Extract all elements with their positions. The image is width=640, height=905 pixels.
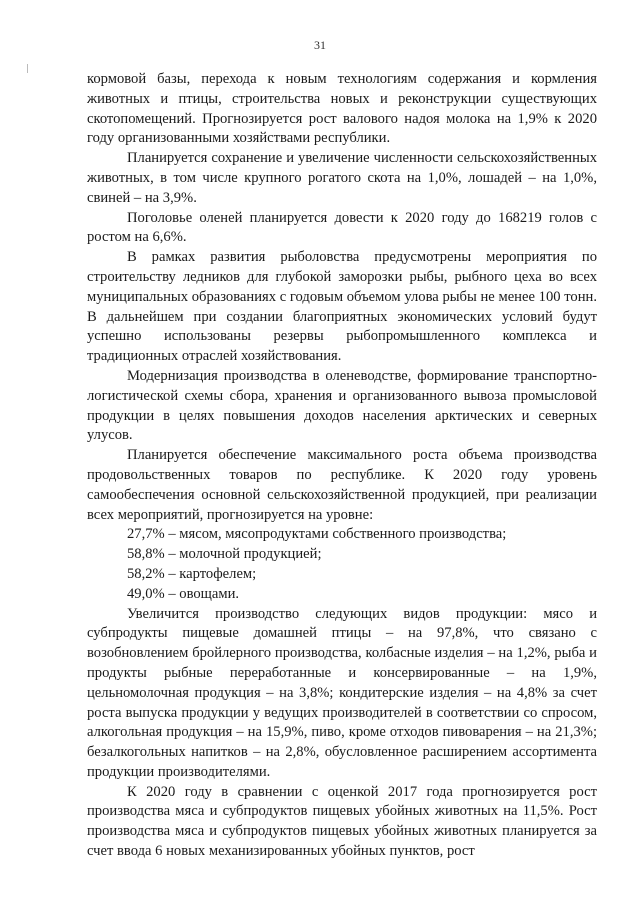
list-item-dairy: 58,8% – молочной продукцией;	[127, 546, 322, 563]
list-item-meat: 27,7% – мясом, мясопродуктами собственного производства;	[127, 526, 507, 543]
paragraph-fishery: В рамках развития рыболовства предусмотрены мероприятия по строительству ледников для глубокой заморозки рыбы, рыбного цеха во всех муниципальных образованиях с годовым объемом улова рыбы не менее 100 тонн. В дальнейшем при создании благоприятных экономических условий будут успешно использованы резервы рыбопромышленного комплекса и традиционных отраслей хозяйствования.	[87, 249, 597, 365]
paragraph-meat-production: К 2020 году в сравнении с оценкой 2017 года прогнозируется рост производства мяса и субпродуктов пищевых убойных животных на 11,5%. Рост производства мяса и субпродуктов пищевых убойных животных планируется за счет ввода 6 новых механизированных убойных пунктов, рост	[87, 783, 597, 860]
list-item-vegetables: 49,0% – овощами.	[127, 585, 240, 602]
list-item-potatoes: 58,2% – картофелем;	[127, 565, 257, 582]
paragraph-continuation: кормовой базы, перехода к новым технологиям содержания и кормления животных и птицы, строительства новых и реконструкции существующих скотопомещений. Прогнозируется рост валового надоя молока на 1,9% к 2020 году организованными хозяйствами республики.	[87, 71, 597, 147]
page-number: 31	[314, 38, 326, 52]
margin-mark	[27, 64, 28, 73]
paragraph-livestock: Планируется сохранение и увеличение численности сельскохозяйственных животных, в том числе крупного рогатого скота на 1,0%, лошадей – на 1,0%, свиней – на 3,9%.	[87, 150, 597, 206]
paragraph-modernization: Модернизация производства в оленеводстве, формирование транспортно-логистической схемы сбора, хранения и организованного вывоза промысловой продукции в целях повышения доходов населения арктических и северных улусов.	[87, 367, 597, 444]
paragraph-production-growth: Увеличится производство следующих видов продукции: мясо и субпродукты пищевые домашней птицы – на 97,8%, что связано с возобновлением бройлерного производства, колбасные изделия – на 1,2%, рыба и продукты рыбные переработанные и консервированные – на 1,9%, цельномолочная продукция – на 3,8%; кондитерские изделия – на 4,8% за счет роста выпуска продукции у ведущих производителей в соответствии со спросом, алкогольная продукция – на 15,9%, пиво, кроме отходов пивоварения – на 21,3%; безалкогольных напитков – на 2,8%, обусловленное расширением ассортимента продукции производителями.	[87, 605, 597, 780]
paragraph-self-sufficiency: Планируется обеспечение максимального роста объема производства продовольственных товаров по республике. К 2020 году уровень самообеспечения основной сельскохозяйственной продукцией, при реализации всех мероприятий, прогнозируется на уровне:	[87, 447, 597, 523]
document-body	[87, 70, 597, 862]
paragraph-reindeer: Поголовье оленей планируется довести к 2020 году до 168219 голов с ростом на 6,6%.	[87, 209, 597, 246]
